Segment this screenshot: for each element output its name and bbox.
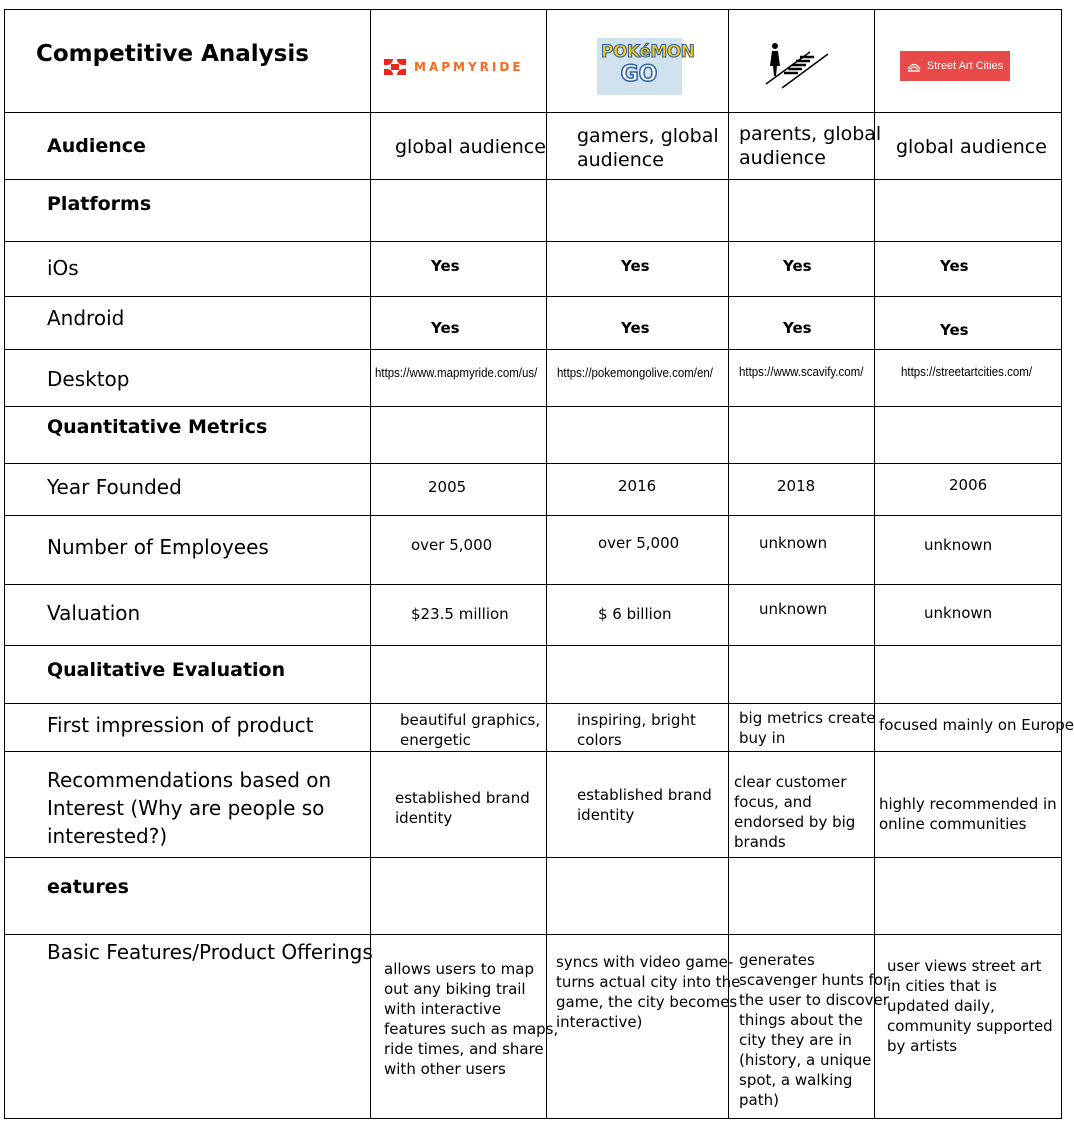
- pokemon-go-logo: [597, 38, 695, 95]
- row-label-valuation: Valuation: [47, 601, 141, 625]
- table-border-left: [4, 9, 5, 1119]
- row-label-android: Android: [47, 306, 125, 330]
- row-divider: [4, 406, 1062, 407]
- row-label-desktop: Desktop: [47, 367, 130, 391]
- row-divider: [4, 112, 1062, 113]
- cell-valuation-streetart: unknown: [924, 604, 993, 622]
- cell-audience-streetart: global audience: [896, 136, 1047, 158]
- pokemon-wordmark: POKéMON: [601, 42, 695, 62]
- cell-employees-mapmyride: over 5,000: [411, 536, 493, 554]
- cell-employees-pokemon: over 5,000: [598, 534, 680, 552]
- cell-recommendations-pokemon: established brand identity: [577, 786, 712, 824]
- cell-features-streetart: user views street art in cities that is updated daily, community supported by artists: [887, 957, 1053, 1055]
- cell-valuation-pokemon: $ 6 billion: [598, 605, 672, 623]
- cell-recommendations-streetart: highly recommended in online communities: [879, 795, 1057, 833]
- go-wordmark: GO: [620, 62, 658, 87]
- scavify-logo: [758, 40, 832, 92]
- row-divider: [4, 241, 1062, 242]
- cell-employees-streetart: unknown: [924, 536, 993, 554]
- row-divider: [4, 857, 1062, 858]
- cell-audience-mapmyride: global audience: [395, 136, 546, 158]
- cell-ios-scavify: Yes: [783, 257, 812, 275]
- row-label-year-founded: Year Founded: [47, 475, 182, 499]
- row-divider: [4, 584, 1062, 585]
- cell-android-pokemon: Yes: [621, 319, 650, 337]
- cell-android-mapmyride: Yes: [431, 319, 460, 337]
- section-header-qualitative: Qualitative Evaluation: [47, 659, 286, 681]
- under-armour-icon: [384, 58, 406, 76]
- cell-ios-pokemon: Yes: [621, 257, 650, 275]
- row-divider: [4, 296, 1062, 297]
- column-divider: [546, 9, 547, 1119]
- row-label-recommendations: Recommendations based on Interest (Why are people so interested?): [47, 768, 332, 848]
- cell-year-mapmyride: 2005: [428, 478, 467, 496]
- table-border-bottom: [4, 1118, 1062, 1119]
- table-border-top: [4, 9, 1062, 10]
- mapmyride-wordmark: MAPMYRIDE: [414, 60, 524, 74]
- mapmyride-logo: [384, 56, 524, 78]
- row-divider: [4, 751, 1062, 752]
- row-divider: [4, 515, 1062, 516]
- cell-year-scavify: 2018: [777, 477, 816, 495]
- cell-year-streetart: 2006: [949, 476, 988, 494]
- cell-year-pokemon: 2016: [618, 477, 657, 495]
- row-label-audience: Audience: [47, 135, 146, 157]
- cell-features-mapmyride: allows users to map out any biking trail with interactive features such as maps, ride times, and share with other users: [384, 960, 559, 1078]
- cell-ios-streetart: Yes: [940, 257, 969, 275]
- street-art-cities-logo: [900, 51, 1010, 81]
- row-divider: [4, 179, 1062, 180]
- cell-impression-mapmyride: beautiful graphics, energetic: [400, 711, 541, 749]
- street-art-cities-icon: [907, 60, 921, 72]
- street-art-cities-wordmark: Street Art Cities: [926, 60, 1004, 72]
- row-divider: [4, 645, 1062, 646]
- table-border-right: [1061, 9, 1062, 1119]
- row-divider: [4, 349, 1062, 350]
- link-pokemongo[interactable]: https://pokemongolive.com/en/: [557, 366, 713, 380]
- cell-employees-scavify: unknown: [759, 534, 828, 552]
- section-header-features: eatures: [47, 876, 129, 898]
- cell-features-scavify: generates scavenger hunts for the user to discover things about the city they are in (history, a unique spot, a walking path): [739, 951, 890, 1109]
- cell-android-streetart: Yes: [940, 321, 969, 339]
- cell-audience-pokemon: gamers, global audience: [577, 125, 719, 171]
- cell-recommendations-scavify: clear customer focus, and endorsed by big brands: [734, 773, 856, 851]
- cell-recommendations-mapmyride: established brand identity: [395, 789, 530, 827]
- cell-android-scavify: Yes: [783, 319, 812, 337]
- link-mapmyride[interactable]: https://www.mapmyride.com/us/: [375, 366, 538, 380]
- page-title: Competitive Analysis: [36, 41, 309, 67]
- cell-valuation-scavify: unknown: [759, 600, 828, 618]
- cell-impression-streetart: focused mainly on Europe: [879, 716, 1074, 734]
- cell-impression-pokemon: inspiring, bright colors: [577, 711, 696, 749]
- row-divider: [4, 463, 1062, 464]
- row-label-first-impression: First impression of product: [47, 713, 314, 737]
- row-label-ios: iOs: [47, 256, 79, 280]
- cell-impression-scavify: big metrics create buy in: [739, 709, 876, 747]
- cell-features-pokemon: syncs with video game- turns actual city into the game, the city becomes interactive): [556, 953, 741, 1031]
- row-label-basic-features: Basic Features/Product Offerings: [47, 940, 373, 964]
- link-streetartcities[interactable]: https://streetartcities.com/: [901, 365, 1033, 379]
- section-header-quantitative: Quantitative Metrics: [47, 416, 268, 438]
- cell-audience-scavify: parents, global audience: [739, 123, 882, 169]
- section-header-platforms: Platforms: [47, 193, 152, 215]
- cell-valuation-mapmyride: $23.5 million: [411, 605, 509, 623]
- link-scavify[interactable]: https://www.scavify.com/: [739, 365, 864, 379]
- row-divider: [4, 934, 1062, 935]
- row-label-employees: Number of Employees: [47, 535, 269, 559]
- row-divider: [4, 703, 1062, 704]
- cell-ios-mapmyride: Yes: [431, 257, 460, 275]
